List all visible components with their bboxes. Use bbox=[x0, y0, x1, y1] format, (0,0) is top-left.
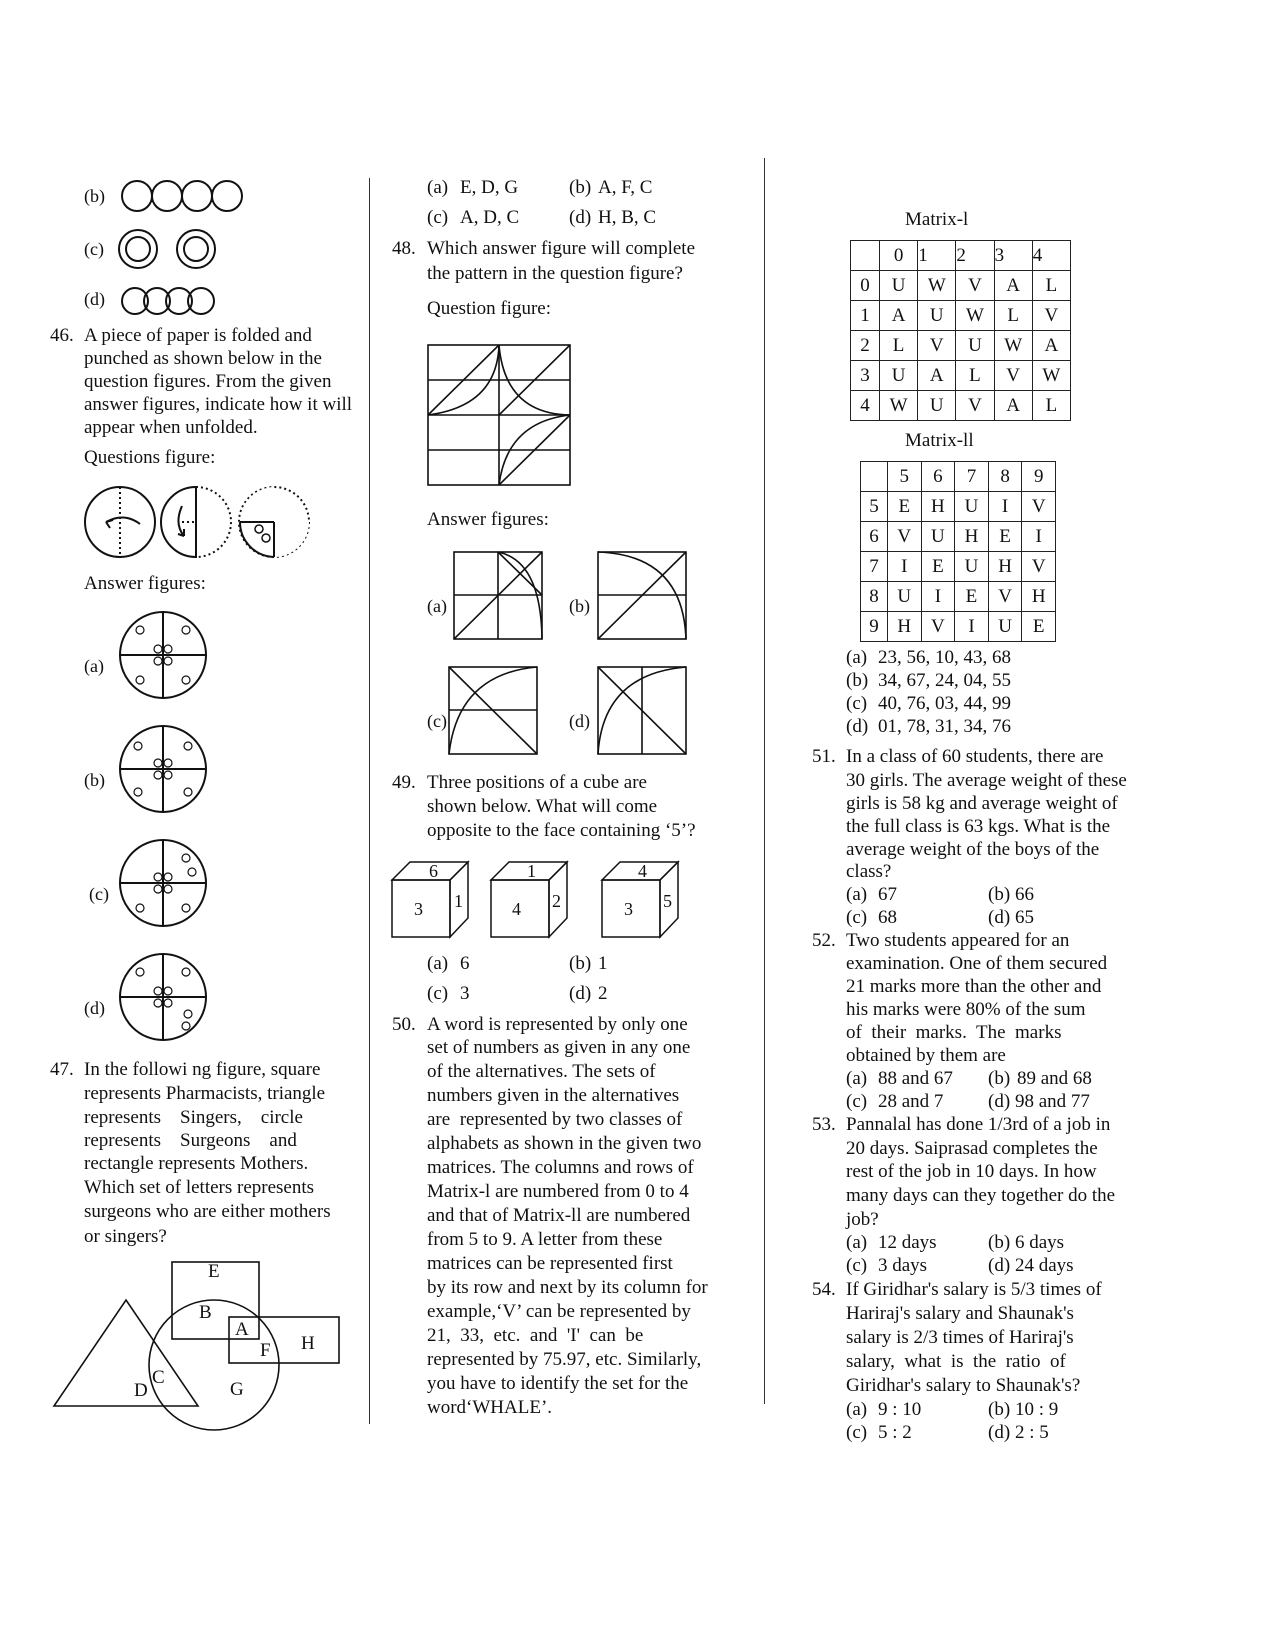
column-divider-right bbox=[764, 158, 765, 1404]
q47-option-a-label: (a) bbox=[427, 177, 449, 198]
q46-question-figures bbox=[82, 484, 314, 564]
q53-option-a-label: (a) bbox=[846, 1232, 868, 1253]
q46-line-2: punched as shown below in the bbox=[84, 348, 322, 369]
q50-line-7: matrices. The columns and rows of bbox=[427, 1157, 694, 1178]
q49-option-b-label: (b) bbox=[569, 953, 592, 974]
q52-number: 52. bbox=[812, 930, 836, 951]
q53-line-2: 20 days. Saiprasad completes the bbox=[846, 1138, 1098, 1159]
matrix-2-row bbox=[861, 582, 1056, 612]
matrix-2-cell: E bbox=[955, 582, 989, 612]
q47-line-6: Which set of letters represents bbox=[84, 1177, 315, 1198]
q49-cube-3-side: 5 bbox=[663, 891, 672, 911]
matrix-1-cell: W bbox=[994, 331, 1032, 361]
q48-answer-figure-b bbox=[597, 551, 689, 641]
q48-option-a-label: (a) bbox=[427, 596, 447, 616]
matrix-1-cell: L bbox=[1032, 391, 1070, 421]
matrix-2-title: Matrix-ll bbox=[905, 430, 974, 451]
q49-option-b-text: 1 bbox=[598, 953, 608, 974]
matrix-2-cell: U bbox=[955, 492, 989, 522]
q52-option-b-text: 89 and 68 bbox=[1017, 1068, 1092, 1089]
matrix-2-table bbox=[860, 461, 1056, 642]
q51-option-d-text: 65 bbox=[1015, 907, 1034, 928]
q47-line-8: or singers? bbox=[84, 1226, 167, 1247]
q48-answer-figure-a bbox=[453, 551, 545, 641]
q48-question-label: Question figure: bbox=[427, 298, 552, 319]
q49-cube-3-top: 4 bbox=[638, 861, 647, 881]
q51-option-b-text: 66 bbox=[1015, 884, 1034, 905]
q53-option-d-text: 24 days bbox=[1015, 1255, 1074, 1276]
matrix-2-cell: H bbox=[955, 522, 989, 552]
matrix-1-cell: A bbox=[918, 361, 956, 391]
matrix-2-cell: U bbox=[888, 582, 922, 612]
matrix-2-cell: I bbox=[1022, 522, 1056, 552]
q48-option-c-label: (c) bbox=[427, 711, 447, 731]
matrix-2-cell: I bbox=[955, 612, 989, 642]
matrix-2-cell: 6 bbox=[861, 522, 888, 552]
q54-line-2: Hariraj's salary and Shaunak's bbox=[846, 1303, 1074, 1324]
q54-option-c-label: (c) bbox=[846, 1422, 868, 1443]
q47-line-1: In the followi ng figure, square bbox=[84, 1059, 321, 1080]
matrix-1-cell: 3 bbox=[994, 241, 1032, 271]
matrix-1-row bbox=[851, 391, 1071, 421]
q50-option-b-label: (b) bbox=[846, 670, 869, 691]
q50-line-17: word‘WHALE’. bbox=[427, 1397, 553, 1418]
q52-option-c-text: 28 and 7 bbox=[878, 1091, 944, 1112]
q52-option-d-label: (d) bbox=[988, 1091, 1011, 1112]
matrix-1-cell: U bbox=[918, 391, 956, 421]
q49-cube-1 bbox=[390, 858, 474, 940]
q53-line-3: rest of the job in 10 days. In how bbox=[846, 1161, 1097, 1182]
q46-answer-figure-a bbox=[118, 610, 210, 702]
matrix-1-cell: A bbox=[994, 391, 1032, 421]
q54-option-a-label: (a) bbox=[846, 1399, 868, 1420]
q47-option-b-text: A, F, C bbox=[598, 177, 653, 198]
matrix-1-cell bbox=[851, 241, 880, 271]
q52-line-5: of their marks. The marks bbox=[846, 1022, 1062, 1043]
q48-answer-figure-d bbox=[597, 666, 689, 756]
q50-option-c-label: (c) bbox=[846, 693, 868, 714]
q52-line-1: Two students appeared for an bbox=[846, 930, 1070, 951]
q45-option-b-figure bbox=[118, 178, 248, 216]
matrix-1-cell: V bbox=[956, 271, 994, 301]
matrix-1-cell: L bbox=[1032, 271, 1070, 301]
q48-question-figure bbox=[427, 344, 573, 488]
matrix-1-cell: L bbox=[880, 331, 918, 361]
q50-line-1: A word is represented by only one bbox=[427, 1014, 688, 1035]
q49-option-d-text: 2 bbox=[598, 983, 608, 1004]
q53-line-1: Pannalal has done 1/3rd of a job in bbox=[846, 1114, 1111, 1135]
q47-option-c-label: (c) bbox=[427, 207, 449, 228]
q52-line-4: his marks were 80% of the sum bbox=[846, 999, 1086, 1020]
matrix-1-cell: V bbox=[994, 361, 1032, 391]
matrix-1-header-row bbox=[851, 241, 1071, 271]
q49-cube-1-top: 6 bbox=[429, 861, 438, 881]
q49-line-1: Three positions of a cube are bbox=[427, 772, 647, 793]
q50-line-12: by its row and next by its column for bbox=[427, 1277, 708, 1298]
matrix-2-cell: V bbox=[1022, 552, 1056, 582]
q45-option-b-label: (b) bbox=[84, 186, 105, 206]
q49-line-2: shown below. What will come bbox=[427, 796, 658, 817]
q54-option-d-text: 2 : 5 bbox=[1015, 1422, 1049, 1443]
q47-option-c-text: A, D, C bbox=[460, 207, 520, 228]
q49-cube-1-front: 3 bbox=[414, 899, 423, 919]
matrix-1-cell: L bbox=[994, 301, 1032, 331]
q54-option-a-text: 9 : 10 bbox=[878, 1399, 922, 1420]
matrix-1-cell: U bbox=[880, 271, 918, 301]
q49-option-a-label: (a) bbox=[427, 953, 449, 974]
matrix-1-cell: 4 bbox=[851, 391, 880, 421]
q51-number: 51. bbox=[812, 746, 836, 767]
q46-number: 46. bbox=[50, 325, 74, 346]
q47-number: 47. bbox=[50, 1059, 74, 1080]
q47-region-B: B bbox=[199, 1302, 212, 1323]
q53-number: 53. bbox=[812, 1114, 836, 1135]
q52-option-a-label: (a) bbox=[846, 1068, 868, 1089]
q46-answer-figure-d bbox=[118, 952, 210, 1044]
q53-option-c-label: (c) bbox=[846, 1255, 868, 1276]
q50-line-11: matrices can be represented first bbox=[427, 1253, 673, 1274]
q47-option-b-label: (b) bbox=[569, 177, 592, 198]
matrix-1-cell: V bbox=[956, 391, 994, 421]
q47-option-d-text: H, B, C bbox=[598, 207, 657, 228]
q49-option-a-text: 6 bbox=[460, 953, 470, 974]
matrix-2-row bbox=[861, 522, 1056, 552]
q53-line-4: many days can they together do the bbox=[846, 1185, 1116, 1206]
q54-number: 54. bbox=[812, 1279, 836, 1300]
q49-option-c-text: 3 bbox=[460, 983, 470, 1004]
matrix-1-cell: W bbox=[918, 271, 956, 301]
q46-line-1: A piece of paper is folded and bbox=[84, 325, 312, 346]
matrix-2-cell: V bbox=[1022, 492, 1056, 522]
q47-region-H: H bbox=[301, 1333, 315, 1354]
q46-option-d-label: (d) bbox=[84, 998, 105, 1018]
matrix-1-cell: 1 bbox=[918, 241, 956, 271]
matrix-1-row bbox=[851, 361, 1071, 391]
q48-number: 48. bbox=[392, 238, 416, 259]
matrix-2-cell: U bbox=[955, 552, 989, 582]
q47-venn-figure bbox=[50, 1255, 350, 1435]
q54-line-5: Giridhar's salary to Shaunak's? bbox=[846, 1375, 1081, 1396]
matrix-2-cell: U bbox=[988, 612, 1022, 642]
matrix-2-cell: 8 bbox=[988, 462, 1022, 492]
q50-option-d-label: (d) bbox=[846, 716, 869, 737]
q50-line-10: from 5 to 9. A letter from these bbox=[427, 1229, 663, 1250]
q50-option-d-text: 01, 78, 31, 34, 76 bbox=[878, 716, 1011, 737]
q54-option-b-label: (b) bbox=[988, 1399, 1011, 1420]
q50-line-13: example,‘V’ can be represented by bbox=[427, 1301, 691, 1322]
matrix-2-cell: I bbox=[988, 492, 1022, 522]
q48-option-b-label: (b) bbox=[569, 596, 590, 616]
q48-answer-label: Answer figures: bbox=[427, 509, 549, 530]
matrix-1-row bbox=[851, 331, 1071, 361]
q46-option-b-label: (b) bbox=[84, 770, 105, 790]
q47-region-C: C bbox=[152, 1367, 165, 1388]
q46-answer-figure-c bbox=[118, 838, 210, 930]
q47-region-D: D bbox=[134, 1380, 148, 1401]
q47-region-A: A bbox=[235, 1319, 249, 1340]
q51-option-a-text: 67 bbox=[878, 884, 897, 905]
matrix-1-row bbox=[851, 271, 1071, 301]
q49-option-c-label: (c) bbox=[427, 983, 449, 1004]
q54-line-3: salary is 2/3 times of Hariraj's bbox=[846, 1327, 1074, 1348]
q54-option-b-text: 10 : 9 bbox=[1015, 1399, 1059, 1420]
matrix-1-cell: V bbox=[918, 331, 956, 361]
q54-line-4: salary, what is the ratio of bbox=[846, 1351, 1066, 1372]
matrix-2-cell: E bbox=[1022, 612, 1056, 642]
matrix-1-row bbox=[851, 301, 1071, 331]
q52-line-2: examination. One of them secured bbox=[846, 953, 1108, 974]
matrix-1-cell: V bbox=[1032, 301, 1070, 331]
matrix-1-cell: 2 bbox=[851, 331, 880, 361]
matrix-2-cell: E bbox=[888, 492, 922, 522]
q49-option-d-label: (d) bbox=[569, 983, 592, 1004]
q46-line-3: question figures. From the given bbox=[84, 371, 332, 392]
q51-option-c-text: 68 bbox=[878, 907, 897, 928]
q52-line-3: 21 marks more than the other and bbox=[846, 976, 1102, 997]
matrix-2-cell: 7 bbox=[955, 462, 989, 492]
q54-option-c-text: 5 : 2 bbox=[878, 1422, 912, 1443]
q53-line-5: job? bbox=[846, 1209, 879, 1230]
matrix-2-cell: 5 bbox=[861, 492, 888, 522]
q45-option-c-label: (c) bbox=[84, 239, 104, 259]
matrix-1-cell: 1 bbox=[851, 301, 880, 331]
matrix-1-cell: A bbox=[880, 301, 918, 331]
matrix-2-cell: I bbox=[921, 582, 955, 612]
q50-number: 50. bbox=[392, 1014, 416, 1035]
q47-line-3: represents Singers, circle bbox=[84, 1107, 303, 1128]
q52-option-c-label: (c) bbox=[846, 1091, 868, 1112]
q53-option-c-text: 3 days bbox=[878, 1255, 928, 1276]
q51-option-d-label: (d) bbox=[988, 907, 1011, 928]
q50-line-15: represented by 75.97, etc. Similarly, bbox=[427, 1349, 702, 1370]
q49-cube-1-side: 1 bbox=[454, 891, 463, 911]
q49-cube-3 bbox=[600, 858, 684, 940]
q49-number: 49. bbox=[392, 772, 416, 793]
q51-option-b-label: (b) bbox=[988, 884, 1011, 905]
q47-line-2: represents Pharmacists, triangle bbox=[84, 1083, 326, 1104]
matrix-2-cell bbox=[861, 462, 888, 492]
q51-line-4: the full class is 63 kgs. What is the bbox=[846, 816, 1111, 837]
q49-cube-2-front: 4 bbox=[512, 899, 521, 919]
matrix-1-cell: A bbox=[1032, 331, 1070, 361]
q47-option-d-label: (d) bbox=[569, 207, 592, 228]
q47-option-a-text: E, D, G bbox=[460, 177, 519, 198]
q50-line-16: you have to identify the set for the bbox=[427, 1373, 689, 1394]
q50-option-b-text: 34, 67, 24, 04, 55 bbox=[878, 670, 1011, 691]
matrix-2-cell: E bbox=[988, 522, 1022, 552]
q52-line-6: obtained by them are bbox=[846, 1045, 1006, 1066]
q49-cube-3-front: 3 bbox=[624, 899, 633, 919]
matrix-1-cell: W bbox=[1032, 361, 1070, 391]
q54-option-d-label: (d) bbox=[988, 1422, 1011, 1443]
q46-line-5: appear when unfolded. bbox=[84, 417, 258, 438]
q52-option-d-text: 98 and 77 bbox=[1015, 1091, 1090, 1112]
q50-line-14: 21, 33, etc. and 'I' can be bbox=[427, 1325, 644, 1346]
q49-cube-2-side: 2 bbox=[552, 891, 561, 911]
q51-option-c-label: (c) bbox=[846, 907, 868, 928]
matrix-2-cell: 7 bbox=[861, 552, 888, 582]
matrix-1-cell: 0 bbox=[880, 241, 918, 271]
q49-cube-2-top: 1 bbox=[527, 861, 536, 881]
matrix-2-row bbox=[861, 492, 1056, 522]
matrix-2-cell: H bbox=[988, 552, 1022, 582]
q45-option-c-figure bbox=[116, 227, 220, 273]
q47-line-5: rectangle represents Mothers. bbox=[84, 1153, 309, 1174]
matrix-2-cell: V bbox=[988, 582, 1022, 612]
q50-line-4: numbers given in the alternatives bbox=[427, 1085, 680, 1106]
matrix-1-cell: 3 bbox=[851, 361, 880, 391]
q51-line-6: class? bbox=[846, 861, 892, 882]
q51-option-a-label: (a) bbox=[846, 884, 868, 905]
q50-line-5: are represented by two classes of bbox=[427, 1109, 683, 1130]
q53-option-b-label: (b) bbox=[988, 1232, 1011, 1253]
matrix-1-cell: W bbox=[956, 301, 994, 331]
q53-option-b-text: 6 days bbox=[1015, 1232, 1065, 1253]
matrix-1-cell: U bbox=[880, 361, 918, 391]
q54-line-1: If Giridhar's salary is 5/3 times of bbox=[846, 1279, 1102, 1300]
q46-option-a-label: (a) bbox=[84, 656, 104, 676]
q49-line-3: opposite to the face containing ‘5’? bbox=[427, 820, 696, 841]
q52-option-a-text: 88 and 67 bbox=[878, 1068, 953, 1089]
q50-option-c-text: 40, 76, 03, 44, 99 bbox=[878, 693, 1011, 714]
matrix-2-cell: V bbox=[921, 612, 955, 642]
matrix-2-cell: 6 bbox=[921, 462, 955, 492]
q50-line-6: alphabets as shown in the given two bbox=[427, 1133, 702, 1154]
matrix-1-title: Matrix-l bbox=[905, 209, 969, 230]
q50-line-9: and that of Matrix-ll are numbered bbox=[427, 1205, 691, 1226]
q53-option-d-label: (d) bbox=[988, 1255, 1011, 1276]
q46-question-label: Questions figure: bbox=[84, 447, 216, 468]
matrix-2-cell: H bbox=[888, 612, 922, 642]
q48-answer-figure-c bbox=[448, 666, 540, 756]
matrix-2-cell: 9 bbox=[861, 612, 888, 642]
matrix-2-row bbox=[861, 612, 1056, 642]
matrix-2-row bbox=[861, 552, 1056, 582]
q47-region-G: G bbox=[230, 1379, 244, 1400]
matrix-1-cell: 0 bbox=[851, 271, 880, 301]
q51-line-5: average weight of the boys of the bbox=[846, 839, 1100, 860]
q53-option-a-text: 12 days bbox=[878, 1232, 937, 1253]
q51-line-2: 30 girls. The average weight of these bbox=[846, 770, 1127, 791]
matrix-2-cell: V bbox=[888, 522, 922, 552]
matrix-2-cell: U bbox=[921, 522, 955, 552]
q45-option-d-label: (d) bbox=[84, 289, 105, 309]
q50-option-a-label: (a) bbox=[846, 647, 868, 668]
matrix-1-table bbox=[850, 240, 1071, 421]
matrix-1-cell: W bbox=[880, 391, 918, 421]
matrix-2-cell: I bbox=[888, 552, 922, 582]
q50-line-3: of the alternatives. The sets of bbox=[427, 1061, 656, 1082]
matrix-1-cell: U bbox=[918, 301, 956, 331]
matrix-1-cell: 4 bbox=[1032, 241, 1070, 271]
q50-line-2: set of numbers as given in any one bbox=[427, 1037, 691, 1058]
matrix-1-cell: A bbox=[994, 271, 1032, 301]
q46-answer-figure-b bbox=[118, 724, 210, 816]
q47-region-E: E bbox=[208, 1261, 220, 1282]
matrix-2-cell: 5 bbox=[888, 462, 922, 492]
q48-line-2: the pattern in the question figure? bbox=[427, 263, 683, 284]
matrix-1-cell: L bbox=[956, 361, 994, 391]
matrix-1-cell: U bbox=[956, 331, 994, 361]
q48-line-1: Which answer figure will complete bbox=[427, 238, 696, 259]
q51-line-3: girls is 58 kg and average weight of bbox=[846, 793, 1118, 814]
q47-line-7: surgeons who are either mothers bbox=[84, 1201, 331, 1222]
q46-option-c-label: (c) bbox=[89, 884, 109, 904]
matrix-2-cell: H bbox=[921, 492, 955, 522]
q45-option-d-figure bbox=[116, 285, 224, 319]
matrix-2-cell: 9 bbox=[1022, 462, 1056, 492]
matrix-2-header-row bbox=[861, 462, 1056, 492]
q47-line-4: represents Surgeons and bbox=[84, 1130, 297, 1151]
matrix-2-cell: H bbox=[1022, 582, 1056, 612]
matrix-2-cell: 8 bbox=[861, 582, 888, 612]
q47-region-F: F bbox=[260, 1340, 271, 1361]
q46-line-4: answer figures, indicate how it will bbox=[84, 394, 353, 415]
matrix-1-cell: 2 bbox=[956, 241, 994, 271]
q52-option-b-label: (b) bbox=[988, 1068, 1011, 1089]
matrix-2-cell: E bbox=[921, 552, 955, 582]
q46-answer-label: Answer figures: bbox=[84, 573, 206, 594]
q50-option-a-text: 23, 56, 10, 43, 68 bbox=[878, 647, 1011, 668]
column-divider-left bbox=[369, 178, 370, 1424]
q51-line-1: In a class of 60 students, there are bbox=[846, 746, 1104, 767]
q50-line-8: Matrix-l are numbered from 0 to 4 bbox=[427, 1181, 689, 1202]
q49-cube-2 bbox=[489, 858, 573, 940]
q48-option-d-label: (d) bbox=[569, 711, 590, 731]
